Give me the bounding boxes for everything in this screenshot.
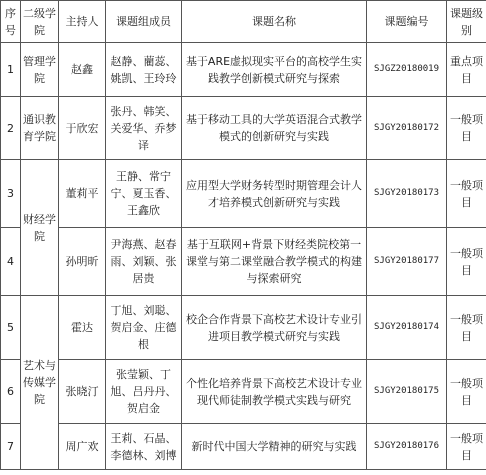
header-title: 课题名称 [182, 1, 367, 43]
header-code: 课题编号 [367, 1, 447, 43]
header-level: 课题级别 [447, 1, 486, 43]
row-code: SJGY20180173 [367, 160, 447, 228]
row-host: 孙明昕 [59, 228, 106, 296]
row-level: 一般项目 [447, 296, 486, 360]
row-level: 一般项目 [447, 228, 486, 296]
row-level: 重点项目 [447, 43, 486, 97]
table-row [1, 160, 486, 228]
row-members: 王静、常宁宁、夏玉香、王鑫欣 [106, 160, 182, 228]
row-title: 应用型大学财务转型时期管理会计人才培养模式创新研究与实践 [182, 160, 367, 228]
header-host: 主持人 [59, 1, 106, 43]
row-level: 一般项目 [447, 97, 486, 160]
row-title: 基于互联网+背景下财经类院校第一课堂与第二课堂融合教学模式的构建与探索研究 [182, 228, 367, 296]
row-title: 基于ARE虚拟现实平台的高校学生实践教学创新模式研究与探索 [182, 43, 367, 97]
row-seq: 2 [1, 97, 21, 160]
row-host: 霍达 [59, 296, 106, 360]
row-host: 于欣宏 [59, 97, 106, 160]
row-level: 一般项目 [447, 424, 486, 470]
row-seq: 7 [1, 424, 21, 470]
row-level: 一般项目 [447, 160, 486, 228]
row-code: SJGY20180172 [367, 97, 447, 160]
row-code: SJGY20180175 [367, 360, 447, 424]
table-row [1, 360, 486, 424]
header-seq: 序号 [1, 1, 21, 43]
row-seq: 6 [1, 360, 21, 424]
row-members: 尹海燕、赵春雨、刘颖、张居贵 [106, 228, 182, 296]
row-title: 新时代中国大学精神的研究与实践 [182, 424, 367, 470]
row-title: 校企合作背景下高校艺术设计专业引进项目教学模式研究与实践 [182, 296, 367, 360]
row-seq: 4 [1, 228, 21, 296]
row-host: 董莉平 [59, 160, 106, 228]
row-members: 张莹颖、丁旭、吕丹丹、贺启金 [106, 360, 182, 424]
header-members: 课题组成员 [106, 1, 182, 43]
row-seq: 3 [1, 160, 21, 228]
row-members: 丁旭、刘聪、贺启金、庄德根 [106, 296, 182, 360]
table-row [1, 424, 486, 470]
table-row [1, 97, 486, 160]
row-code: SJGY20180174 [367, 296, 447, 360]
row-members: 王莉、石晶、李德林、刘博 [106, 424, 182, 470]
row-code: SJGZ20180019 [367, 43, 447, 97]
college-cell: 艺术与传媒学院 [21, 296, 59, 470]
header-college: 二级学院 [21, 1, 59, 43]
row-seq: 5 [1, 296, 21, 360]
header-row [1, 1, 486, 43]
row-host: 张晓汀 [59, 360, 106, 424]
row-members: 张丹、韩笑、关爱华、乔梦译 [106, 97, 182, 160]
college-cell: 管理学院 [21, 43, 59, 97]
table-row [1, 43, 486, 97]
table-row [1, 228, 486, 296]
row-members: 赵静、藺蕊、姚凯、王玲玲 [106, 43, 182, 97]
row-title: 个性化培养背景下高校艺术设计专业现代师徒制教学模式实践与研究 [182, 360, 367, 424]
college-cell: 财经学院 [21, 160, 59, 296]
row-title: 基于移动工具的大学英语混合式教学模式的创新研究与实践 [182, 97, 367, 160]
row-host: 赵鑫 [59, 43, 106, 97]
college-cell: 通识教育学院 [21, 97, 59, 160]
row-host: 周广欢 [59, 424, 106, 470]
table-row [1, 296, 486, 360]
row-level: 一般项目 [447, 360, 486, 424]
row-code: SJGY20180177 [367, 228, 447, 296]
row-seq: 1 [1, 43, 21, 97]
row-code: SJGY20180176 [367, 424, 447, 470]
